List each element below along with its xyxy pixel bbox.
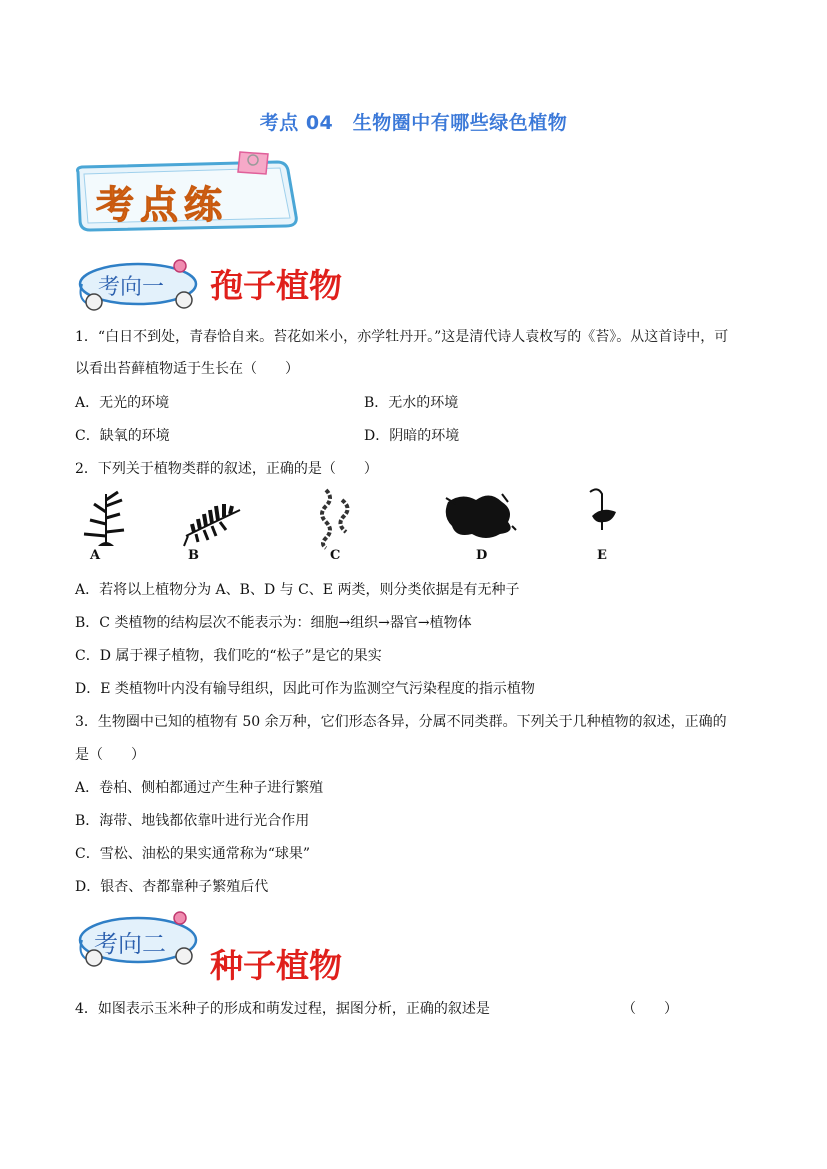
section-title: 孢子植物 [210, 266, 342, 305]
q1-option-a: A．无光的环境 [75, 395, 170, 411]
conifer-plant-icon [442, 486, 518, 550]
q1-option-c: C．缺氧的环境 [75, 428, 170, 444]
section-tag: 考向二 [94, 930, 166, 958]
moss-plant-icon [74, 486, 138, 550]
q2-stem: 2．下列关于植物类群的叙述，正确的是（ ） [75, 461, 378, 477]
q2-option-b: B．C 类植物的结构层次不能表示为：细胞→组织→器官→植物体 [75, 615, 472, 631]
figure-label-c: C [330, 548, 341, 563]
q3-option-b: B．海带、地钱都依靠叶进行光合作用 [75, 813, 310, 829]
q3-option-a: A．卷柏、侧柏都通过产生种子进行繁殖 [75, 780, 324, 796]
q2-option-c: C．D 属于裸子植物，我们吃的“松子”是它的果实 [75, 648, 382, 664]
liverwort-plant-icon [582, 486, 622, 542]
section-heading-spore-plants [72, 258, 372, 318]
fern-plant-icon [176, 486, 246, 550]
section-heading-seed-plants [72, 910, 372, 985]
figure-label-a: A [90, 548, 101, 563]
figure-label-e: E [597, 548, 607, 563]
q1-option-b: B．无水的环境 [364, 395, 459, 411]
section-title: 种子植物 [210, 946, 342, 985]
q3-stem-line2: 是（ ） [75, 747, 145, 763]
kaodianlian-banner [72, 150, 304, 234]
page-title: 考点 04 生物圈中有哪些绿色植物 [259, 112, 568, 134]
figure-label-d: D [476, 548, 488, 563]
q4-stem: 4．如图表示玉米种子的形成和萌发过程，据图分析，正确的叙述是 [75, 1001, 490, 1017]
figure-label-b: B [188, 548, 199, 563]
q2-option-d: D．E 类植物叶内没有输导组织，因此可作为监测空气污染程度的指示植物 [75, 681, 535, 697]
q2-option-a: A．若将以上植物分为 A、B、D 与 C、E 两类，则分类依据是有无种子 [75, 582, 520, 598]
q1-stem-line1: 1．“白日不到处，青春恰自来。苔花如米小，亦学牡丹开。”这是清代诗人袁枚写的《苔》。从这首诗中，可 [75, 329, 729, 345]
seaweed-plant-icon [312, 486, 372, 550]
q1-option-d: D．阴暗的环境 [364, 428, 460, 444]
q3-stem-line1: 3．生物圈中已知的植物有 50 余万种，它们形态各异，分属不同类群。下列关于几种植物的叙述，正确的 [75, 714, 727, 730]
q2-plant-figure [72, 486, 632, 566]
q1-stem-line2: 以看出苔藓植物适于生长在（ ） [75, 361, 299, 377]
section-tag: 考向一 [98, 275, 165, 300]
q3-option-d: D．银杏、杏都靠种子繁殖后代 [75, 879, 269, 895]
q3-option-c: C．雪松、油松的果实通常称为“球果” [75, 846, 311, 862]
q4-answer-paren: （ ） [622, 1001, 678, 1017]
banner-text: 考点练 [96, 183, 229, 227]
